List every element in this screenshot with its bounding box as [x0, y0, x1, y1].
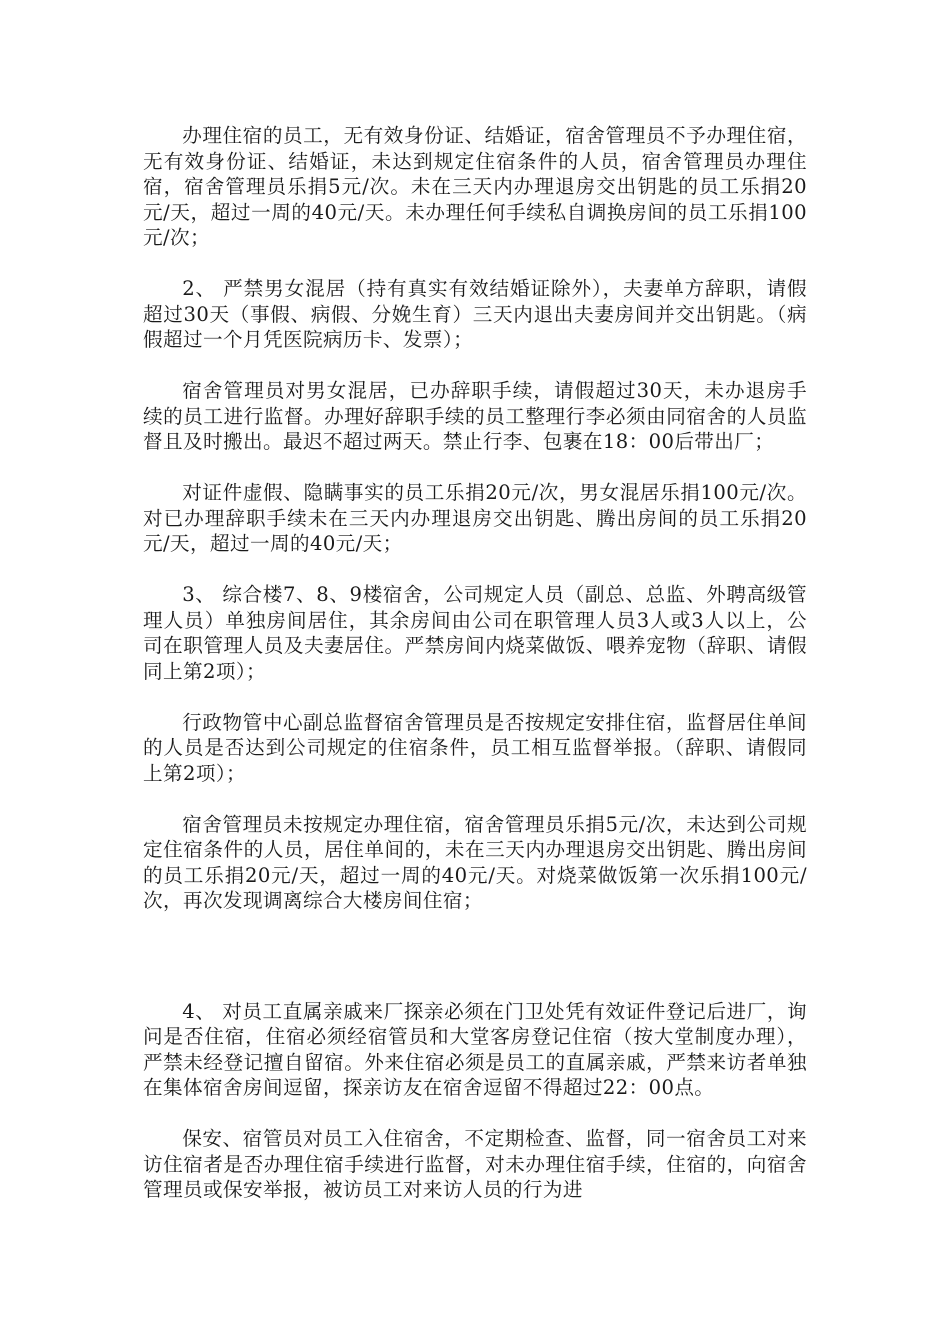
paragraph-security-checks: 保安、宿管员对员工入住宿舍，不定期检查、监督，同一宿舍员工对来访住宿者是否办理住宿手续进行监督，对未办理住宿手续，住宿的，向宿舍管理员或保安举报，被访员工对来访人员的行为进	[143, 1127, 807, 1201]
paragraph-manager-penalties: 宿舍管理员未按规定办理住宿，宿舍管理员乐捐5元/次，未达到公司规定住宿条件的人员，居住单间的，未在三天内办理退房交出钥匙、腾出房间的员工乐捐20元/天，超过一周的40元/天。对烧菜做饭第一次乐捐100元/次，再次发现调离综合大楼房间住宿；	[143, 812, 807, 912]
paragraph-admin-supervision: 行政物管中心副总监督宿舍管理员是否按规定安排住宿，监督居住单间的人员是否达到公司规定的住宿条件，员工相互监督举报。（辞职、请假同上第2项）；	[143, 710, 807, 785]
document-body	[143, 123, 807, 1203]
paragraph-item-3-building-rules: 3、 综合楼7、8、9楼宿舍，公司规定人员（副总、总监、外聘高级管理人员）单独房间居住，其余房间由公司在职管理人员3人或3人以上，公司在职管理人员及夫妻居住。严禁房间内烧菜做饭、喂养宠物（辞职、请假同上第2项）；	[143, 583, 807, 683]
paragraph-item-4-visitors: 4、 对员工直属亲戚来厂探亲必须在门卫处凭有效证件登记后进厂，询问是否住宿，住宿必须经宿管员和大堂客房登记住宿（按大堂制度办理），严禁未经登记擅自留宿。外来住宿必须是员工的直属亲戚，严禁来访者单独在集体宿舍房间逗留，探亲访友在宿舍逗留不得超过22：00点。	[143, 999, 807, 1099]
paragraph-registration-rules: 办理住宿的员工，无有效身份证、结婚证，宿舍管理员不予办理住宿，无有效身份证、结婚证，未达到规定住宿条件的人员，宿舍管理员办理住宿，宿舍管理员乐捐5元/次。未在三天内办理退房交出钥匙的员工乐捐20元/天，超过一周的40元/天。未办理任何手续私自调换房间的员工乐捐100元/次；	[143, 124, 807, 249]
paragraph-item-2-mixed-living: 2、 严禁男女混居（持有真实有效结婚证除外），夫妻单方辞职，请假超过30天（事假、病假、分娩生育）三天内退出夫妻房间并交出钥匙。（病假超过一个月凭医院病历卡、发票）；	[143, 277, 807, 351]
paragraph-penalties: 对证件虚假、隐瞒事实的员工乐捐20元/次，男女混居乐捐100元/次。对已办理辞职手续未在三天内办理退房交出钥匙、腾出房间的员工乐捐20元/天，超过一周的40元/天；	[143, 481, 807, 555]
paragraph-supervision: 宿舍管理员对男女混居，已办辞职手续，请假超过30天，未办退房手续的员工进行监督。办理好辞职手续的员工整理行李必须由同宿舍的人员监督且及时搬出。最迟不超过两天。禁止行李、包裹在18：00后带出厂；	[143, 379, 807, 453]
